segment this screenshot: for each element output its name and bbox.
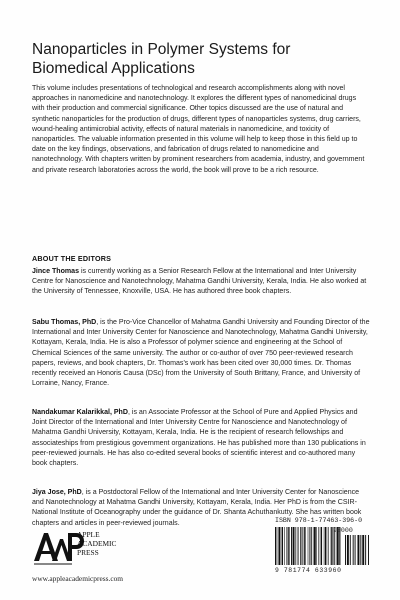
editor-bio-nandakumar-kalarikkal xyxy=(32,408,370,469)
publisher-name-line-2: ACADEMIC xyxy=(77,539,117,548)
barcode-number: 9 781774 633960 xyxy=(275,567,342,574)
publisher-name-line-1: APPLE xyxy=(77,530,100,539)
price-code: 90000 xyxy=(333,527,353,534)
book-title xyxy=(32,40,372,78)
editor-bio-text: , is a Postdoctoral Fellow of the International and Inter University Center for Nanoscience and Nanotechnology at Mahatma Gandhi University, Kottayam, Kerala, India. Her PhD is from the CSIR-National Institute of Oceanography under the guidance of Dr. Shanta Achuthankutty. She has written book chapters and articles in peer-reviewed journals. xyxy=(32,489,362,527)
book-title-line-1: Nanoparticles in Polymer Systems for xyxy=(32,41,291,58)
editor-name: Nandakumar Kalarikkal, PhD xyxy=(32,409,128,416)
editor-bio-sabu-thomas xyxy=(32,318,370,389)
publisher-name-line-3: PRESS xyxy=(77,548,99,557)
publisher-name xyxy=(77,530,116,557)
editor-bio-text: is currently working as a Senior Research Fellow at the International and Inter University Centre for Nanoscience and Nanotechnology, Mahatma Gandhi University, Kerala, India. He also worked at the University of Tennessee, Knoxville, USA. He has authored three book chapters. xyxy=(32,268,367,296)
editors-heading: ABOUT THE EDITORS xyxy=(32,254,112,263)
editor-name: Sabu Thomas, PhD xyxy=(32,319,97,326)
editor-bio-text: , is an Associate Professor at the School of Pure and Applied Physics and Joint Director of the International and Inter University Centre for Nanoscience and Nanotechnology of Mahatma Gandhi University, Kottayam, Kerala, India. He is the recipient of research fellowships and associateships from prestigious government organizations. He has published more than 130 publications in peer-reviewed journals. He has also co-edited several books of scientific interest and co-authored many book chapters. xyxy=(32,409,366,468)
editor-bio-jince-thomas xyxy=(32,267,370,298)
publisher-website: www.appleacademicpress.com xyxy=(32,574,124,583)
book-title-line-2: Biomedical Applications xyxy=(32,60,195,77)
editor-bio-text: , is the Pro-Vice Chancellor of Mahatma Gandhi University and Founding Director of the International and Inter University Center for Nanoscience and Nanotechnology, Mahatma Gandhi University, Kottayam, Kerala, India. He is also a Professor of polymer science and engineering at the School of Chemical Sciences of the same university. The author or co-author of over 750 peer-reviewed research papers, reviews, and book chapters, Dr. Thomas's work has been cited over 30,000 times. Dr. Thomas recently received an Honoris Causa (DSc) from the University of South Brittany, France, and University of Lorraine, Nancy, France. xyxy=(32,319,370,388)
book-description: This volume includes presentations of technological and research accomplishments along with novel approaches in nanomedicine and nanotechnology. It explores the different types of nanomedicinal drugs with their production and commercial significance. Other topics discussed are the use of natural and synthetic nanoparticles for the production of drugs, different types of nanoparticles systems, drug carriers, wound-healing antimicrobial activity, effects of natural materials in nanomedicine, and toxicity of nanoparticles. The valuable information presented in this volume will help to keep those in this field up to date on the key findings, observations, and fabrication of drugs related to nanomedicine and nanotechnology. With chapters written by prominent researchers from academia, industry, and government and private research laboratories across the world, the book will prove to be a rich resource. xyxy=(32,85,365,174)
editor-name: Jince Thomas xyxy=(32,268,79,275)
isbn-label: ISBN 978-1-77463-396-0 xyxy=(275,517,363,524)
isbn-barcode xyxy=(275,527,369,565)
editor-name: Jiya Jose, PhD xyxy=(32,489,82,496)
